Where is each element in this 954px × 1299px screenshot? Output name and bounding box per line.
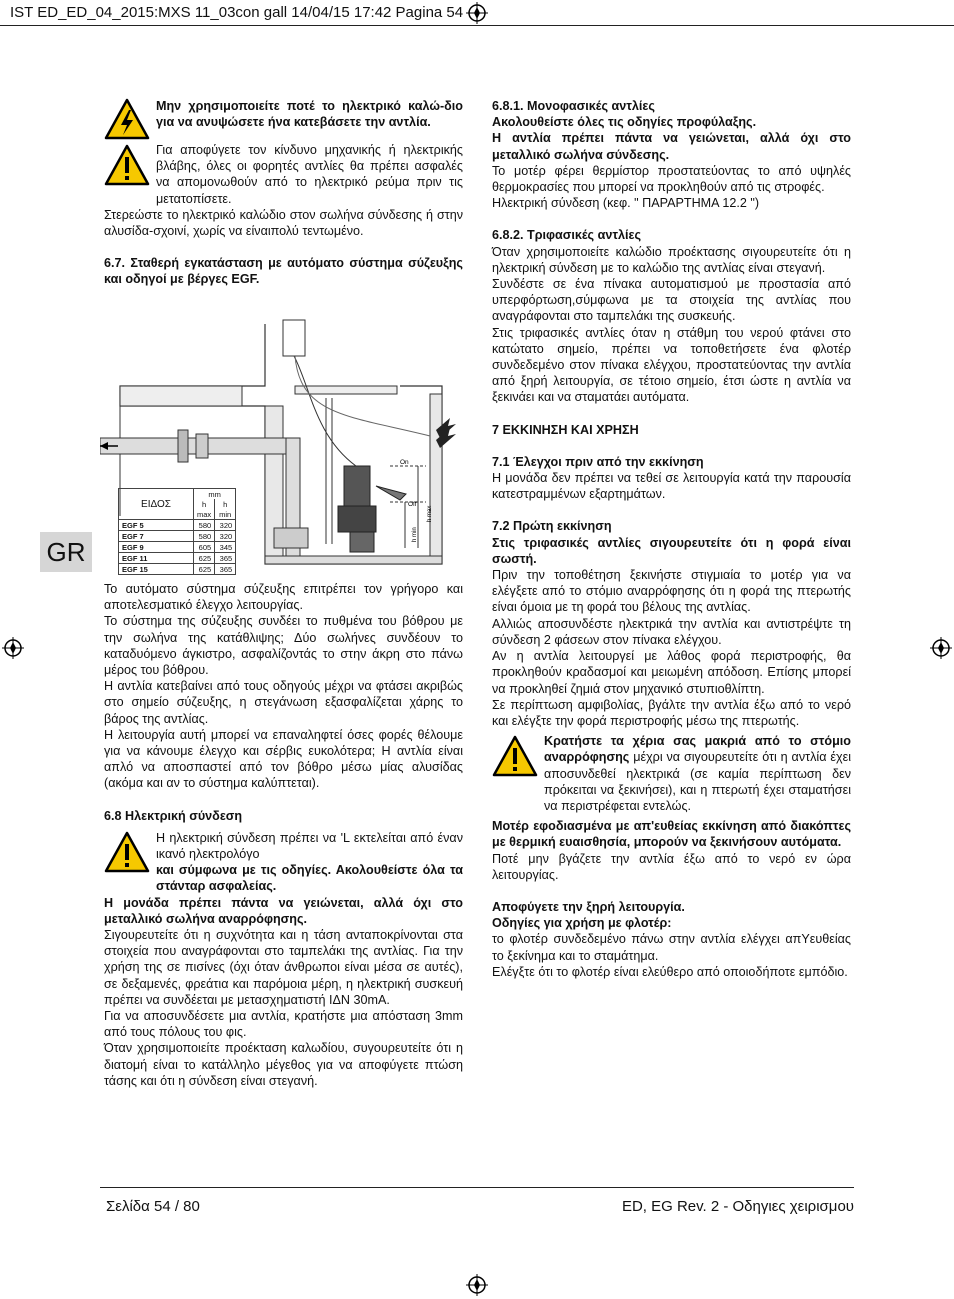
warning-text: Μην χρησιμοποιείτε ποτέ το ηλεκτρικό καλώ-διο για να ανυψώσετε ήνα κατεβάσετε την αντλία. — [156, 99, 463, 130]
paragraph-bold: Η αντλία πρέπει πάντα να γειώνεται, αλλά όχι στο μεταλλικό σωλήνα σύνδεσης. — [492, 131, 851, 162]
section-heading-6-8: 6.8 Ηλεκτρική σύνδεση — [104, 808, 243, 823]
paragraph: Αν η αντλία λειτουργεί με λάθος φορά περιστροφής, θα προκληθούν κραδασμοί και μειωμένη απόδοση. Επίσης μπορεί να προκληθεί ζημιά στον μηχανικό στυπιοθλίπτη. — [492, 649, 851, 696]
warning-text: μέχρι να σιγουρευτείτε ότι η αντλία έχει αποσυνδεθεί ηλεκτρικά (σε καμία περίπτωση δεν πρόκειται να ξεκινήσει), και η πτερωτή έχει σταματήσει να περιστρέφεται εντελώς. — [544, 750, 851, 813]
paragraph: Πριν την τοποθέτηση ξεκινήστε στιγμιαία το μοτέρ για να ελέγξετε από το στόμιο αναρρόφησης ότι η φορά της πτερωτής είναι όμοια με τη φορά του βέλους της αντλίας. — [492, 568, 851, 615]
paragraph: Η μονάδα δεν πρέπει να τεθεί σε λειτουργία κατά την παρουσία κατεστραμμένων εξαρτημάτων. — [492, 471, 851, 502]
section-heading-6-8-2: 6.8.2. Τριφασικές αντλίες — [492, 228, 642, 243]
label-on: On — [400, 459, 409, 466]
paragraph: Στις τριφασικές αντλίες όταν η στάθμη του νερού φτάνει στο κατώτατο σημείο, πρέπει να τοποθετήσετε ένα φλοτέρ συνδεδεμένο στον πίνακα ελέγχου, προστατεύοντας την αντλία από ξηρή λειτουργία, σε τέτοιο σημείο, έτσι ώστε η αντλία να ξεκινάει και να σταματάει αυτόματα. — [492, 325, 851, 405]
warning-exclamation-icon — [104, 830, 150, 874]
paragraph: Όταν χρησιμοποιείτε καλώδιο προέκτασης σιγουρευτείτε ότι η ηλεκτρική σύνδεση με το καλώδιο της αντλίας είναι στεγανή. — [492, 244, 851, 275]
table-row: EGF 9 605 345 — [119, 542, 236, 553]
right-column — [492, 98, 851, 980]
paragraph: Σιγουρευτείτε ότι η συχνότητα και η τάση ανταποκρίνονται στα στοιχεία που αναγράφονται στο ταμπελάκι της αντλίας. Για την χρήση της σε πισίνες (όχι όταν άνθρωποι είναι μέσα σε αυτές), σε δεξαμενές, φρεάτια και παρόμοια μέρη, η ηλεκτρική συσκευή πρέπει να συνδέεται με μετασχηματιστή IΔN 30mA. — [104, 928, 463, 1007]
paragraph-bold: Μοτέρ εφοδιασμένα με απ'ευθείας εκκίνηση από διακόπτες με θερμική ευαισθησία, μπορούν να ξεκινήσουν αυτόματα. — [492, 819, 851, 850]
section-heading-7-2: 7.2 Πρώτη εκκίνηση — [492, 519, 612, 534]
general-warning — [104, 142, 463, 207]
float-heading: Οδηγίες για χρήση με φλοτέρ: — [492, 916, 672, 931]
paragraph: Όταν χρησιμοποιείτε προέκταση καλωδίου, συγουρευτείτε ότι η διατομή είναι το κατάλληλο μέγεθος για να αποφύγετε πτώση τάσης και ότι η σύνδεση είναι στεγανή. — [104, 1041, 463, 1088]
warning-text: Η ηλεκτρική σύνδεση πρέπει να 'L εκτελείται από έναν ικανό ηλεκτρολόγο — [156, 830, 463, 862]
warning-exclamation-icon — [492, 733, 538, 779]
table-row: EGF 11 625 365 — [119, 553, 236, 564]
col-max: max — [194, 509, 215, 520]
page-number: Σελίδα 54 / 80 — [106, 1198, 200, 1215]
paragraph: Η λειτουργία αυτή μπορεί να επαναληφτεί όσες φορές θέλουμε για να κάνουμε έλεγχο και σέρβις ευκολότερα; Η αντλία είναι απλό να αποσπαστεί από τον βόθρο μέσω μίας αλυσίδας (ακόμα και αν το σύστημα καλύπτεται). — [104, 727, 463, 791]
print-slug: IST ED_ED_04_2015:MXS 11_03con gall 14/04/15 17:42 Pagina 54 — [0, 0, 954, 26]
table-unit: mm — [194, 489, 236, 500]
label-off: Off — [408, 501, 417, 508]
paragraph-bold: Στις τριφασικές αντλίες σιγουρευτείτε ότι η φορά είναι σωστή. — [492, 535, 851, 566]
col-h: h — [194, 499, 215, 509]
registration-mark-icon — [466, 2, 488, 24]
paragraph: Ηλεκτρική σύνδεση (κεφ. " ΠΑΡΑΡΤΗΜΑ 12.2 ") — [492, 196, 760, 211]
warning-text-bold: Κρατήστε τα χέρια σας μακριά από το στόμιο αναρρόφησης — [544, 734, 851, 765]
section-heading-6-7: 6.7. Σταθερή εγκατάσταση με αυτόματο σύστημα σύζευξης και οδηγοί με βέργες EGF. — [104, 256, 463, 287]
electric-hazard-icon — [104, 98, 150, 140]
table-header: ΕΙΔΟΣ — [119, 489, 194, 520]
section-heading-7: 7 ΕΚΚΙΝΗΣΗ ΚΑΙ ΧΡΗΣΗ — [492, 422, 639, 437]
warning-exclamation-icon — [104, 142, 150, 188]
registration-mark-icon — [930, 637, 952, 659]
registration-mark-icon — [466, 1274, 488, 1296]
dimensions-table — [118, 488, 236, 575]
paragraph: Σε περίπτωση αμφιβολίας, βγάλτε την αντλία έξω από το νερό και ελέγξτε την φορά περιστροφής μέσω της πτερωτής. — [492, 697, 851, 728]
col-h: h — [215, 499, 236, 509]
paragraph: Το μοτέρ φέρει θερμίστορ προστατεύοντας το από υψηλές θερμοκρασίες που μπορεί να προκληθούν από τις στροφές. — [492, 163, 851, 195]
paragraph: Για να αποσυνδέσετε μια αντλία, κρατήστε μια απόσταση 3mm από τους πόλους του φις. — [104, 1009, 463, 1040]
label-h-min: h min — [412, 527, 418, 542]
warning-text: Για αποφύγετε τον κίνδυνο μηχανικής ή ηλεκτρικής βλάβης, όλες οι φορητές αντλίες θα πρέπει ασφαλές να απομονωθούν από το ηλεκτρικό ρεύμα πριν τις μετατοπίσετε. — [156, 143, 463, 206]
electrical-warning — [104, 98, 463, 140]
table-row: EGF 5 580 320 — [119, 520, 236, 531]
label-h-max: h max — [427, 505, 433, 522]
document-title: ED, EG Rev. 2 - Οδηγιες χειρισμου — [621, 1198, 854, 1215]
dry-run-heading: Αποφύγετε την ξηρή λειτουργία. — [492, 899, 685, 914]
paragraph: Στερεώστε το ηλεκτρικό καλώδιο στον σωλήνα σύνδεσης ή στην αλυσίδα-σχοινί, χωρίς να είναιπολύ τεντωμένο. — [104, 207, 463, 239]
language-tab: GR — [40, 532, 92, 572]
paragraph: Το σύστημα της σύζευξης συνδέει το πυθμένα του βόθρου με την σωλήνα της κατάθλιψης; Δύο σωλήνες συνδέουν το καταδυόμενο άγκιστρο, ασφαλίζοντάς το στην άκρη στο πάνω μέρος του βόθρου. — [104, 614, 463, 678]
section-heading-6-8-1: 6.8.1. Μονοφασικές αντλίες — [492, 99, 655, 113]
paragraph: Συνδέστε σε ένα πίνακα αυτοματισμού με προστασία από υπερφόρτωση,σύμφωνα με τα στοιχεία της αντλίας που αναγράφονται στο ταμπελάκι της συσκευής. — [492, 277, 851, 324]
paragraph: Αλλιώς αποσυνδέστε ηλεκτρικά την αντλία και αντιστρέψτε τη σύνδεση 2 φάσεων στον πίνακα ελέγχου. — [492, 616, 851, 647]
registration-mark-icon — [2, 637, 24, 659]
footer-divider — [100, 1187, 854, 1188]
paragraph: Το αυτόματο σύστημα σύζευξης επιτρέπει τον γρήγορο και αποτελεσματικό έλεγχο λειτουργίας. — [104, 582, 463, 613]
table-row: EGF 15 625 365 — [119, 564, 236, 575]
electrician-warning — [104, 830, 463, 895]
table-row: EGF 7 580 320 — [119, 531, 236, 542]
paragraph: Ποτέ μην βγάζετε την αντλία έξω από το νερό εν ώρα λειτουργίας. — [492, 851, 851, 882]
warning-text-bold: και σύμφωνα με τις οδηγίες. Ακολουθείστε όλα τα στάνταρ ασφαλείας. — [156, 863, 463, 894]
left-column-lower — [104, 581, 463, 1089]
col-min: min — [215, 509, 236, 520]
paragraph-bold: Η μονάδα πρέπει πάντα να γειώνεται, αλλά όχι στο μεταλλικό σωλήνα αναρρόφησης. — [104, 895, 463, 926]
paragraph: Η αντλία κατεβαίνει από τους οδηγούς μέχρι να φτάσει ακριβώς στο σημείο σύζευξης, η στεγάνωση εξασφαλίζεται χάρης το βάρος της αντλίας. — [104, 679, 463, 726]
paragraph-bold: Ακολουθείστε όλες τις οδηγίες προφύλαξης. — [492, 115, 757, 130]
section-heading-7-1: 7.1 Έλεγχοι πριν από την εκκίνηση — [492, 454, 704, 469]
paragraph: Ελέγξτε ότι το φλοτέρ είναι ελεύθερο από οποιοδήποτε εμπόδιο. — [492, 964, 848, 979]
left-column — [104, 98, 463, 288]
paragraph: το φλοτέρ συνδεδεμένο πάνω στην αντλία ελέγχει απΥευθείας το ξεκίνημα και το σταμάτημα. — [492, 932, 851, 963]
hands-warning — [492, 733, 851, 814]
